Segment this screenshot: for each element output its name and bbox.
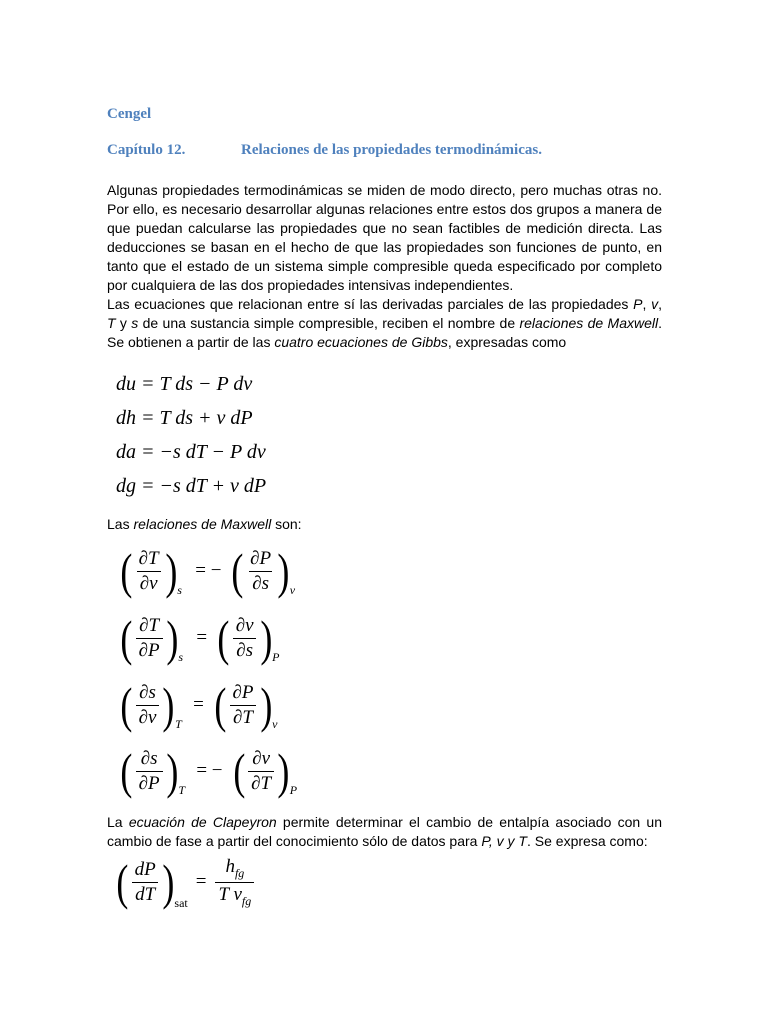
clapeyron-term: ecuación de Clapeyron [128, 814, 277, 830]
chapter-title: Relaciones de las propiedades termodinámicas. [241, 142, 542, 158]
maxwell-relation-3: ( $\frac{\partial s}{\partial v}$ ) T = ( $\frac{\partial P}{\partial T}$ ) v [120, 677, 278, 733]
maxwell-relation-1: ( $\frac{\partial T}{\partial v}$ ) s = − ( $\frac{\partial P}{\partial s}$ ) v [120, 543, 296, 599]
maxwell-paragraph: Las ecuaciones que relacionan entre sí las derivadas parciales de las propiedades P, v, T y s de una sustancia simple compresible, reciben el nombre de relaciones de Maxwell. Se obtienen a partir de las cuatro ecuaciones de Gibbs, expresadas como [107, 296, 663, 350]
chapter-number: Capítulo 12. [107, 142, 186, 158]
gibbs-equation-dh: dh = T ds + v dP [116, 407, 253, 429]
gibbs-equation-du: du = T ds − P dv [116, 373, 253, 395]
maxwell-relations-label: Las relaciones de Maxwell son: [107, 516, 302, 532]
clapeyron-paragraph: La ecuación de Clapeyron permite determinar el cambio de entalpía asociado con un cambio de fase a partir del conocimiento sólo de datos para P, v y T. Se expresa como: [107, 814, 662, 849]
maxwell-term: relaciones de Maxwell [519, 314, 659, 331]
gibbs-equation-dg: dg = −s dT + v dP [116, 475, 267, 497]
maxwell-relation-4: ( $\frac{\partial s}{\partial P}$ ) T = − ( $\frac{\partial v}{\partial T}$ ) P [120, 743, 298, 799]
maxwell-relation-2: ( $\frac{\partial T}{\partial P}$ ) s = ( $\frac{\partial v}{\partial s}$ ) P [120, 610, 280, 666]
gibbs-term: cuatro ecuaciones de Gibbs [274, 333, 448, 350]
gibbs-equation-da: da = −s dT − P dv [116, 441, 266, 463]
intro-paragraph: Algunas propiedades termodinámicas se miden de modo directo, pero muchas otras no. Por ello, es necesario desarrollar algunas relaciones entre estos dos grupos a manera de que puedan calcularse las propiedades que no sean factibles de medición directa. Las deducciones se basan en el hecho de que las propiedades son funciones de punto, en tanto que el estado de un sistema simple compresible queda especificado por completo por cualquiera de las dos propiedades intensivas independientes. [107, 182, 662, 293]
source-heading: Cengel [107, 106, 152, 122]
clapeyron-equation: ( $\frac{dP}{dT}$ ) sat = $\frac{h_{fg}}{T v_{fg}}$ [114, 856, 255, 909]
